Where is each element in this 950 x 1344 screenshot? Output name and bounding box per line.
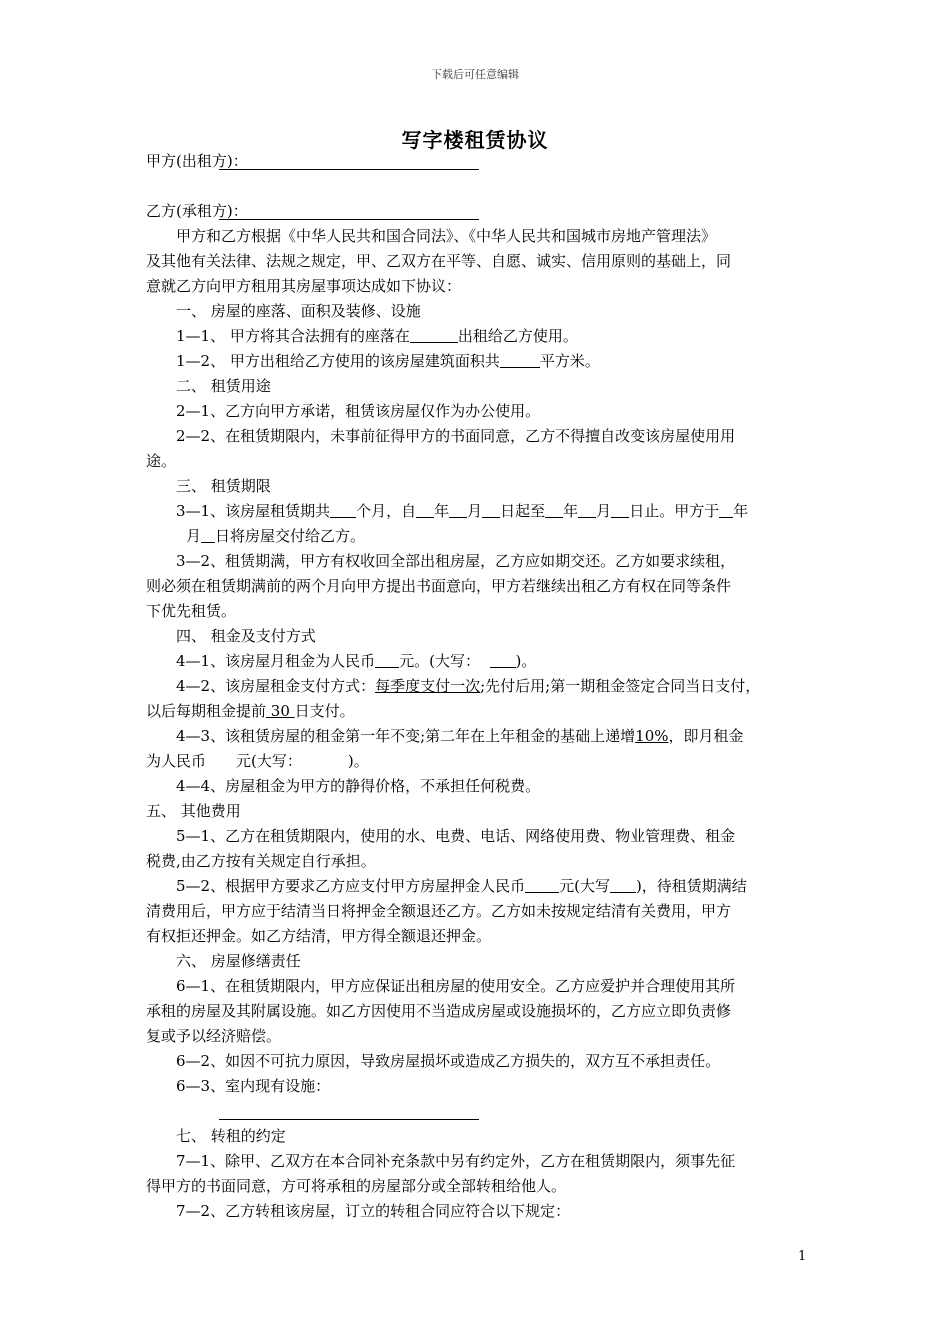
clause-3-1 [146,499,810,524]
date-blank [482,501,500,518]
clause-text: 日止。甲方于 [629,502,720,520]
clause-7-2: 7—2、乙方转租该房屋，订立的转租合同应符合以下规定： [176,1202,571,1220]
section-2-heading: 二、 租赁用途 [176,377,271,395]
clause-text: 日起至 [500,502,546,520]
clause-text: 4—3、该租赁房屋的租金第一年不变;第二年在上年租金的基础上递增 [176,727,636,745]
clause-text: 4—1、该房屋月租金为人民币 [176,652,376,670]
clause-text: 日将房屋交付给乙方。 [215,527,366,545]
clause-text: 3—1、该房屋租赁期共 [176,502,331,520]
months-blank [330,501,356,518]
clause-text: 月 [467,502,483,520]
date-blank [416,501,434,518]
clause-3-2-cont: 则必须在租赁期满前的两个月向甲方提出书面意向，甲方若继续出租乙方有权在同等条件 [146,577,732,595]
clause-5-2-cont: 清费用后，甲方应于结清当日将押金全额退还乙方。乙方如未按规定结清有关费用，甲方 [146,902,732,920]
clause-text: 平方米。 [539,352,600,370]
clause-2-1: 2—1、乙方向甲方承诺，租赁该房屋仅作为办公使用。 [176,402,541,420]
header-note: 下载后可任意编辑 [431,68,519,81]
clause-text: 年 [733,502,749,520]
party-b-blank [219,203,479,220]
page-number: 1 [798,1249,807,1264]
clause-5-1-cont: 税费,由乙方按有关规定自行承担。 [146,852,376,870]
party-b-line [146,199,810,224]
clause-6-1-cont: 复或予以经济赔偿。 [146,1027,282,1045]
clause-5-2 [146,874,810,899]
clause-6-1-cont: 承租的房屋及其附属设施。如乙方因使用不当造成房屋或设施损坏的，乙方应立即负责修 [146,1002,732,1020]
clause-text: 1—2、 甲方出租给乙方使用的该房屋建筑面积共 [176,352,500,370]
section-6-heading: 六、 房屋修缮责任 [176,952,301,970]
clause-5-2-cont: 有权拒还押金。如乙方结清，甲方得全额退还押金。 [146,927,492,945]
location-blank [410,326,458,343]
clause-text: )。 [347,752,369,770]
clause-7-1: 7—1、除甲、乙双方在本合同补充条款中另有约定外，乙方在租赁期限内，须事先征 [176,1152,736,1170]
clause-text: 1—1、 甲方将其合法拥有的座落在 [176,327,410,345]
clause-text: 年 [434,502,450,520]
party-b-label: 乙方(承租方)： [146,202,248,220]
clause-2-2: 2—2、在租赁期限内，未事前征得甲方的书面同意，乙方不得擅自改变该房屋使用用 [176,427,736,445]
clause-text: 5—2、根据甲方要求乙方应支付甲方房屋押金人民币 [176,877,526,895]
party-a-blank [219,153,479,170]
clause-5-1: 5—1、乙方在租赁期限内，使用的水、电费、电话、网络使用费、物业管理费、租金 [176,827,736,845]
spacer [146,174,810,199]
section-3-heading: 三、 租赁期限 [176,477,271,495]
clause-4-4: 4—4、房屋租金为甲方的静得价格，不承担任何税费。 [176,777,541,795]
section-7-heading: 七、 转租的约定 [176,1127,286,1145]
clause-text: 为人民币 [146,752,207,770]
clause-3-2: 3—2、租赁期满，甲方有权收回全部出租房屋，乙方应如期交还。乙方如要求续租， [176,552,736,570]
date-blank [201,526,215,543]
section-1-heading: 一、 房屋的座落、面积及装修、设施 [176,302,421,320]
clause-6-2: 6—2、如因不可抗力原因，导致房屋损坏或造成乙方损失的，双方互不承担责任。 [176,1052,721,1070]
intro-line: 意就乙方向甲方租用其房屋事项达成如下协议： [146,277,462,295]
date-blank [449,501,467,518]
facilities-blank [219,1103,479,1120]
date-blank [719,501,733,518]
clause-text: 日支付。 [294,702,355,720]
clause-text: 年 [563,502,579,520]
rent-blank [375,651,399,668]
clause-6-1: 6—1、在租赁期限内，甲方应保证出租房屋的使用安全。乙方应爱护并合理使用其所 [176,977,736,995]
clause-text: 元(大写： [236,752,302,770]
clause-text: 4—2、该房屋租金支付方式： [176,677,376,695]
document-body [146,149,810,1224]
clause-4-2 [146,674,810,699]
clause-4-1 [146,649,810,674]
clause-3-1-cont [146,524,810,549]
section-5-heading: 五、 其他费用 [146,802,241,820]
date-blank [545,501,563,518]
deposit-words-blank [610,876,636,893]
clause-text: )。 [515,652,537,670]
clause-1-1 [146,324,810,349]
increase-rate: 10% [635,727,669,745]
deposit-blank [525,876,559,893]
clause-text: 元(大写 [559,877,610,895]
clause-text: 月 [186,527,202,545]
clause-6-3: 6—3、室内现有设施： [176,1077,331,1095]
payment-method: 每季度支付一次 [375,677,481,695]
document-title: 写字楼租赁协议 [401,128,549,152]
advance-days: 30 [270,702,290,720]
clause-text: ;先付后用;第一期租金签定合同当日支付， [480,677,761,695]
clause-text: ，即月租金 [668,727,744,745]
area-blank [500,351,540,368]
clause-text: 个月，自 [356,502,417,520]
clause-text: 出租给乙方使用。 [457,327,578,345]
intro-line: 及其他有关法律、法规之规定，甲、乙双方在平等、自愿、诚实、信用原则的基础上，同 [146,252,732,270]
clause-4-3 [146,724,810,749]
clause-2-2-cont: 途。 [146,452,177,470]
section-4-heading: 四、 租金及支付方式 [176,627,316,645]
clause-3-2-cont: 下优先租赁。 [146,602,237,620]
facilities-line [146,1099,810,1124]
intro-line: 甲方和乙方根据《中华人民共和国合同法》、《中华人民共和国城市房地产管理法》 [176,227,717,245]
date-blank [578,501,596,518]
clause-text: 元。(大写： [399,652,480,670]
party-a-label: 甲方(出租方)： [146,152,248,170]
clause-text: 月 [596,502,612,520]
party-a-line [146,149,810,174]
clause-text: 以后每期租金提前 [146,702,267,720]
date-blank [611,501,629,518]
rent-words-blank [490,651,516,668]
clause-1-2 [146,349,810,374]
clause-7-1-cont: 得甲方的书面同意，方可将承租的房屋部分或全部转租给他人。 [146,1177,567,1195]
clause-4-2-cont [146,699,810,724]
clause-text: )，待租赁期满结 [635,877,747,895]
clause-4-3-cont [146,749,810,774]
